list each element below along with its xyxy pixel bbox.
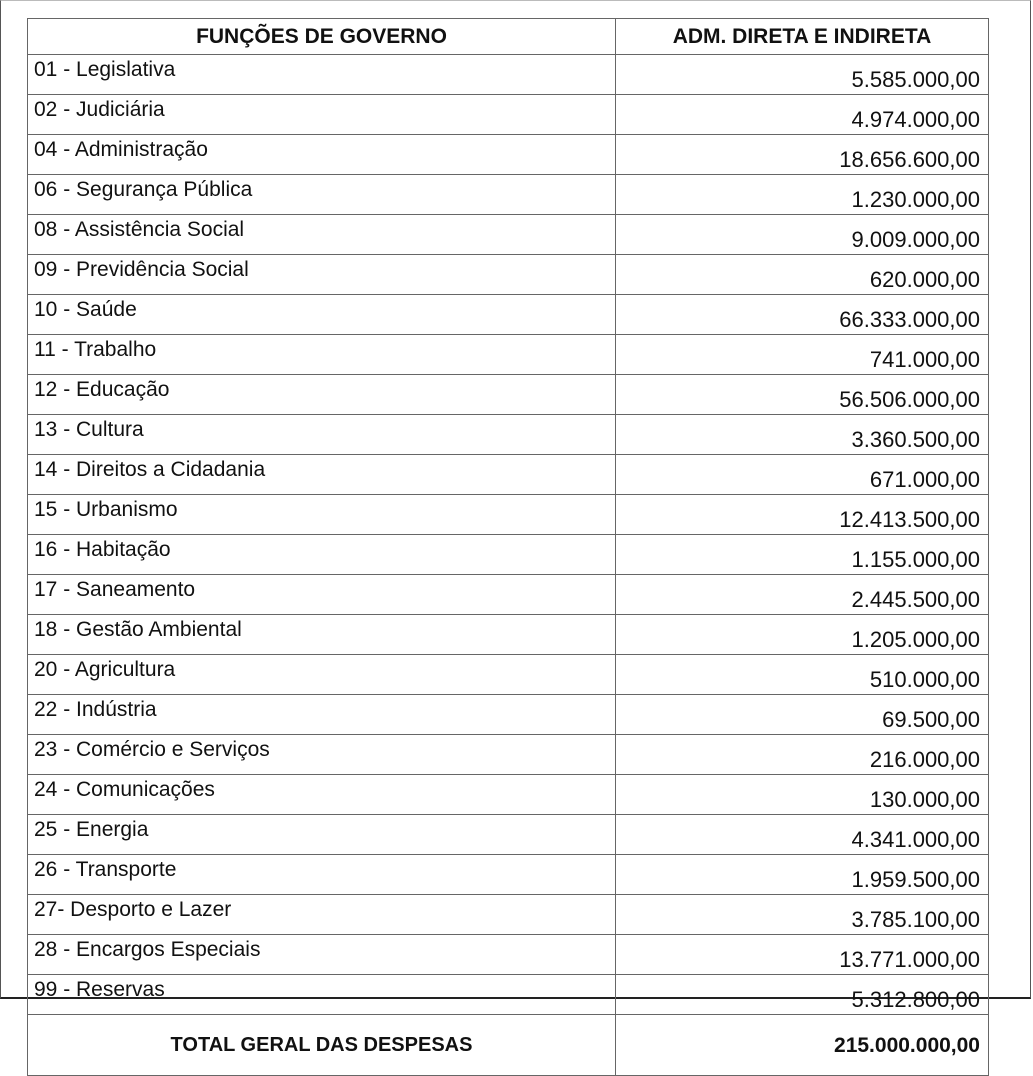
function-label: 24 - Comunicações <box>28 775 616 815</box>
function-label: 16 - Habitação <box>28 535 616 575</box>
function-label: 26 - Transporte <box>28 855 616 895</box>
function-label: 14 - Direitos a Cidadania <box>28 455 616 495</box>
total-label: TOTAL GERAL DAS DESPESAS <box>28 1015 616 1076</box>
table-row <box>28 655 989 695</box>
total-value: 215.000.000,00 <box>616 1015 989 1076</box>
table-row <box>28 895 989 935</box>
table-row <box>28 535 989 575</box>
table-body <box>28 55 989 1015</box>
table-row <box>28 135 989 175</box>
function-value: 3.785.100,00 <box>616 895 989 935</box>
table-row <box>28 935 989 975</box>
table-row <box>28 335 989 375</box>
table-row <box>28 375 989 415</box>
table-row <box>28 255 989 295</box>
function-value: 671.000,00 <box>616 455 989 495</box>
function-value: 5.312.800,00 <box>616 975 989 1015</box>
table-footer <box>28 1015 989 1076</box>
table-row <box>28 455 989 495</box>
function-label: 28 - Encargos Especiais <box>28 935 616 975</box>
total-row <box>28 1015 989 1076</box>
table-row <box>28 815 989 855</box>
function-label: 12 - Educação <box>28 375 616 415</box>
function-label: 10 - Saúde <box>28 295 616 335</box>
function-label: 27- Desporto e Lazer <box>28 895 616 935</box>
function-value: 4.341.000,00 <box>616 815 989 855</box>
function-label: 99 - Reservas <box>28 975 616 1015</box>
table-row <box>28 575 989 615</box>
table-row <box>28 175 989 215</box>
budget-table <box>27 18 989 1076</box>
function-value: 1.205.000,00 <box>616 615 989 655</box>
function-value: 130.000,00 <box>616 775 989 815</box>
function-value: 9.009.000,00 <box>616 215 989 255</box>
table-row <box>28 695 989 735</box>
table-row <box>28 55 989 95</box>
function-value: 2.445.500,00 <box>616 575 989 615</box>
function-label: 01 - Legislativa <box>28 55 616 95</box>
table-row <box>28 415 989 455</box>
function-value: 18.656.600,00 <box>616 135 989 175</box>
function-label: 18 - Gestão Ambiental <box>28 615 616 655</box>
function-value: 66.333.000,00 <box>616 295 989 335</box>
table-row <box>28 615 989 655</box>
function-label: 25 - Energia <box>28 815 616 855</box>
function-value: 1.155.000,00 <box>616 535 989 575</box>
function-value: 12.413.500,00 <box>616 495 989 535</box>
function-label: 22 - Indústria <box>28 695 616 735</box>
function-value: 3.360.500,00 <box>616 415 989 455</box>
header-amount: ADM. DIRETA E INDIRETA <box>616 19 989 55</box>
table-row <box>28 975 989 1015</box>
function-label: 08 - Assistência Social <box>28 215 616 255</box>
function-value: 69.500,00 <box>616 695 989 735</box>
table-row <box>28 735 989 775</box>
table-row <box>28 95 989 135</box>
function-label: 17 - Saneamento <box>28 575 616 615</box>
function-value: 4.974.000,00 <box>616 95 989 135</box>
table-row <box>28 775 989 815</box>
function-label: 13 - Cultura <box>28 415 616 455</box>
table-header <box>28 19 989 55</box>
function-value: 620.000,00 <box>616 255 989 295</box>
header-function: FUNÇÕES DE GOVERNO <box>28 19 616 55</box>
table-row <box>28 495 989 535</box>
table-row <box>28 215 989 255</box>
function-label: 09 - Previdência Social <box>28 255 616 295</box>
function-value: 1.230.000,00 <box>616 175 989 215</box>
function-label: 11 - Trabalho <box>28 335 616 375</box>
function-value: 741.000,00 <box>616 335 989 375</box>
table-row <box>28 295 989 335</box>
function-label: 23 - Comércio e Serviços <box>28 735 616 775</box>
function-value: 13.771.000,00 <box>616 935 989 975</box>
table-row <box>28 855 989 895</box>
function-label: 15 - Urbanismo <box>28 495 616 535</box>
function-value: 216.000,00 <box>616 735 989 775</box>
header-row <box>28 19 989 55</box>
function-label: 02 - Judiciária <box>28 95 616 135</box>
function-value: 5.585.000,00 <box>616 55 989 95</box>
function-value: 56.506.000,00 <box>616 375 989 415</box>
function-value: 510.000,00 <box>616 655 989 695</box>
function-label: 04 - Administração <box>28 135 616 175</box>
function-value: 1.959.500,00 <box>616 855 989 895</box>
function-label: 20 - Agricultura <box>28 655 616 695</box>
function-label: 06 - Segurança Pública <box>28 175 616 215</box>
